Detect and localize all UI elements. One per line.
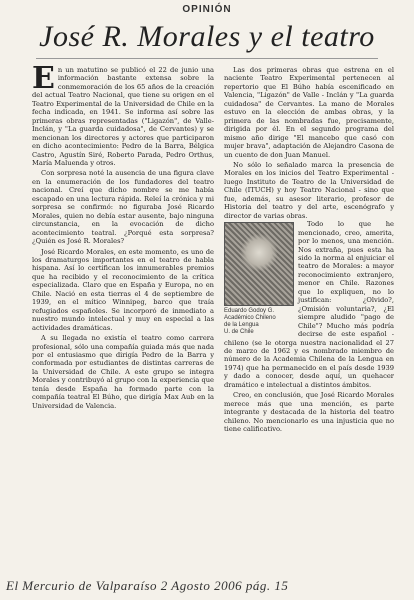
article-paragraph: A su llegada no existía el teatro como carrera profesional, sólo una compañía guiada más que nada por el entusiasmo que dirigía Pedro de la Barra y conformada por estudiantes de distintas carreras de la Universidad de Chile. A este grupo se integra Morales y contribuyó al grupo con la experiencia que tenía desde España ha formado parte con la compañía teatral El Búho, que dirigía Max Aub en la Universidad de Valencia. [32, 334, 214, 410]
article-paragraph: Creo, en conclusión, que José Ricardo Morales merece más que una mención, es parte integrante y destacada de la historia del teatro chileno. No mencionarlo es una injusticia que no tiene calificativo. [224, 391, 394, 434]
article-paragraph: Con sorpresa noté la ausencia de una figura clave en la enumeración de los fundadores del teatro nacional. Creí que dicho nombre se me había escapado en una lectura rápida. Releí la crónica y mi sorpresa se confirmó: no figuraba José Ricardo Morales, quien no debía estar ausente, bajo ninguna circunstancia, en la evocación de dicho acontecimiento teatral. ¿Porqué esta sorpresa? ¿Quién es José R. Morales? [32, 169, 214, 246]
section-label: OPINIÓN [182, 4, 232, 15]
author-photo-block [224, 222, 292, 336]
right-column [224, 66, 394, 578]
article-paragraph: Las dos primeras obras que estrena en el naciente Teatro Experimental pertenecen al repertorio que El Búho había escenificado en Valencia, "Ligazón" de Valle - Inclán y "La guarda cuidadosa" de Cervantes. La mano de Morales estuvo en la elección de ambas obras, y la primera de las nombradas fue, precisamente, dirigida por él. En el segundo programa del mismo año dirige "El mancebo que casó con mujer brava", adaptación de Alejandro Casona de un cuento de don Juan Manuel. [224, 66, 394, 159]
article-paragraph: Todo lo que he mencionado, creo, amerita, por lo menos, una mención. Nos extraña, pues esta ha sido la norma al enjuiciar el teatro de Morales: a mayor reconocimiento extranjero, menor en Chile. Razones que lo expliquen, no lo justifican: ¿Olvido?, ¿Omisión voluntaria?, ¿El siempre aludido "pago de Chile"? Mucho más podría decirse de este español - chileno (se le otorga nuestra nacionalidad el 27 de marzo de 1962 y es nombrado miembro de número de la Academia Chilena de la Lengua en 1974) que ha permanecido en el país desde 1939 y dado a conocer, desde aquí, un quehacer dramático e intelectual a distintos ámbitos. [224, 220, 394, 389]
handwritten-source-note: El Mercurio de Valparaíso 2 Agosto 2006 pág. 15 [6, 578, 289, 593]
headline-divider [36, 58, 378, 59]
left-column [32, 66, 214, 578]
caption-affiliation: de la Lengua [224, 322, 259, 329]
author-photo [224, 222, 294, 306]
caption-affiliation: U. de Chile [224, 329, 254, 336]
article-paragraph: No sólo lo señalado marca la presencia de Morales en los inicios del Teatro Experimental - luego Instituto de Teatro de la Universidad de Chile (ITUCH) y hoy Teatro Nacional - sino que fue, además, su asesor literario, profesor de Historia del teatro y del arte, escenógrafo y director de varias obras. [224, 160, 394, 220]
article-paragraph: José Ricardo Morales, en este momento, es uno de los dramaturgos importantes en el teatro de habla hispana. Así lo certifican los innumerables premios que ha recibido y el reconocimiento de la crítica especializada. Claro que en España y Europa, no en Chile. Nació en esta tierras el 4 de septiembre de 1939, en el mítico Winnipeg, barco que traía refugiados españoles. Se incorporó de inmediato a nuestro mundo intelectual y muy en especial a las actividades dramáticas. [32, 247, 214, 332]
drop-cap: E [32, 66, 55, 96]
caption-affiliation: Académico Chileno [224, 315, 276, 322]
caption-author-name: Eduardo Godoy G. [224, 308, 275, 315]
photo-caption [224, 308, 292, 336]
article-paragraph: n un matutino se publicó el 22 de junio una información bastante extensa sobre la conmemoración de los 65 años de la creación del actual Teatro Nacional, que tiene su origen en el Teatro Experimental de la Universidad de Chile en la fecha indicada, en 1941. Se informa así sobre las primeras obras representadas ("Ligazón", de Valle-Inclán, y "La guarda cuidadosa", de Cervantes) y se mencionan los directores y actores que participaron en dicho acontecimiento: Pedro de la Barra, Bélgica Castro, Agustín Siré, Roberto Parada, Pedro Orthus, María Maluenda y otros. [32, 66, 214, 167]
headline: José R. Morales y el teatro [39, 20, 375, 53]
